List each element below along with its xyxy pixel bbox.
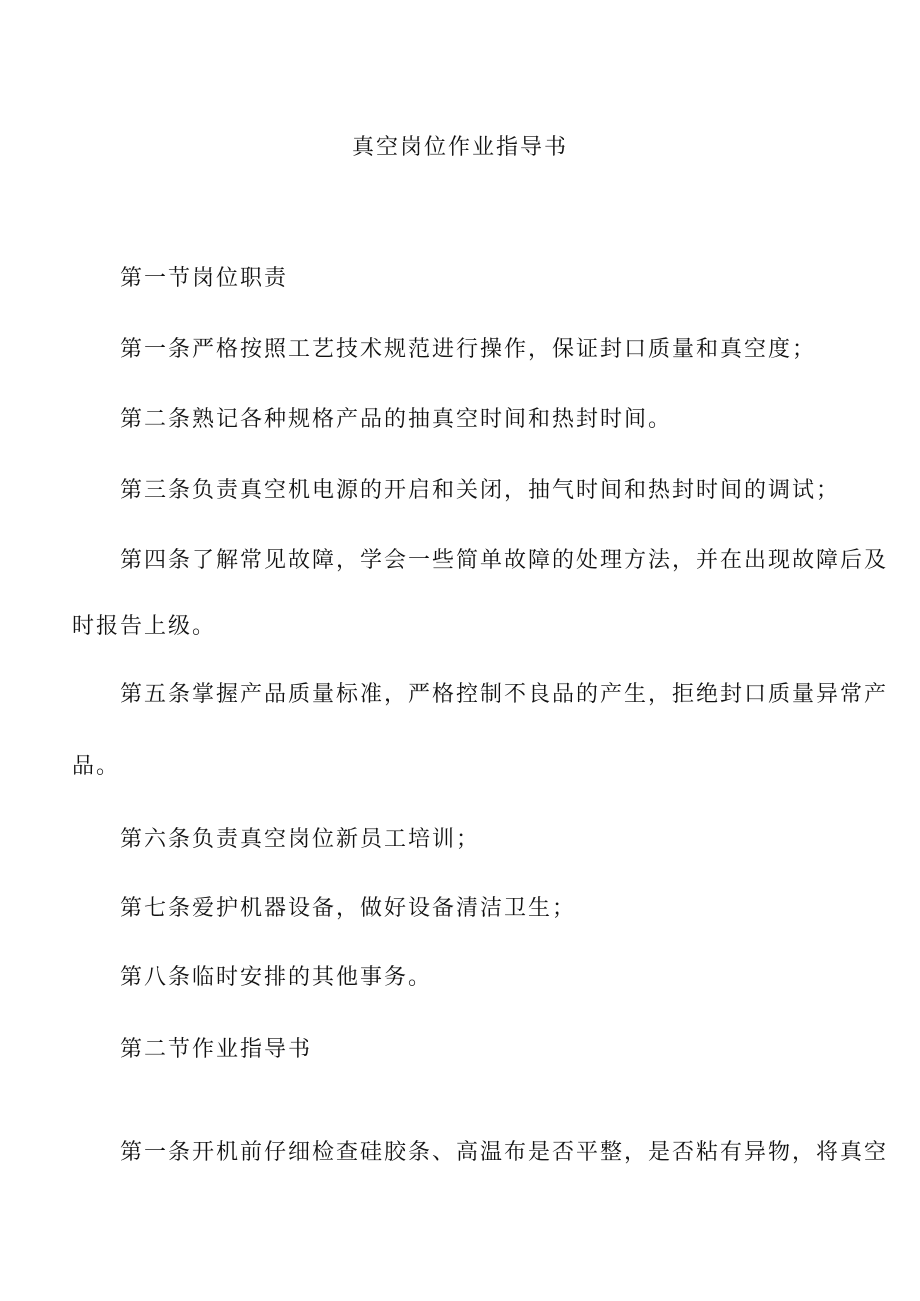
article-6-text: 第六条负责真空岗位新员工培训； [120, 827, 481, 852]
section-heading-duties: 第一节岗位职责 [120, 266, 289, 291]
article-4-text-line1: 第四条了解常见故障，学会一些简单故障的处理方法，并在出现故障后及 [120, 548, 889, 573]
article-5-text-line2: 品。 [72, 754, 121, 779]
article-2-text: 第二条熟记各种规格产品的抽真空时间和热封时间。 [120, 407, 673, 432]
document-title: 真空岗位作业指导书 [351, 135, 568, 160]
article-3-text: 第三条负责真空机电源的开启和关闭，抽气时间和热封时间的调试； [120, 478, 841, 503]
article-7-text: 第七条爱护机器设备，做好设备清洁卫生； [120, 896, 577, 921]
article-8-text: 第八条临时安排的其他事务。 [120, 965, 433, 990]
article-4-text-line2: 时报告上级。 [72, 614, 217, 639]
article-5-text-line1: 第五条掌握产品质量标准，严格控制不良品的产生，拒绝封口质量异常产 [120, 682, 889, 707]
article-1-text: 第一条严格按照工艺技术规范进行操作，保证封口质量和真空度； [120, 337, 817, 362]
section2-article-1-text-line1: 第一条开机前仔细检查硅胶条、高温布是否平整，是否粘有异物，将真空 [120, 1140, 889, 1165]
section-heading-instructions: 第二节作业指导书 [120, 1037, 313, 1062]
